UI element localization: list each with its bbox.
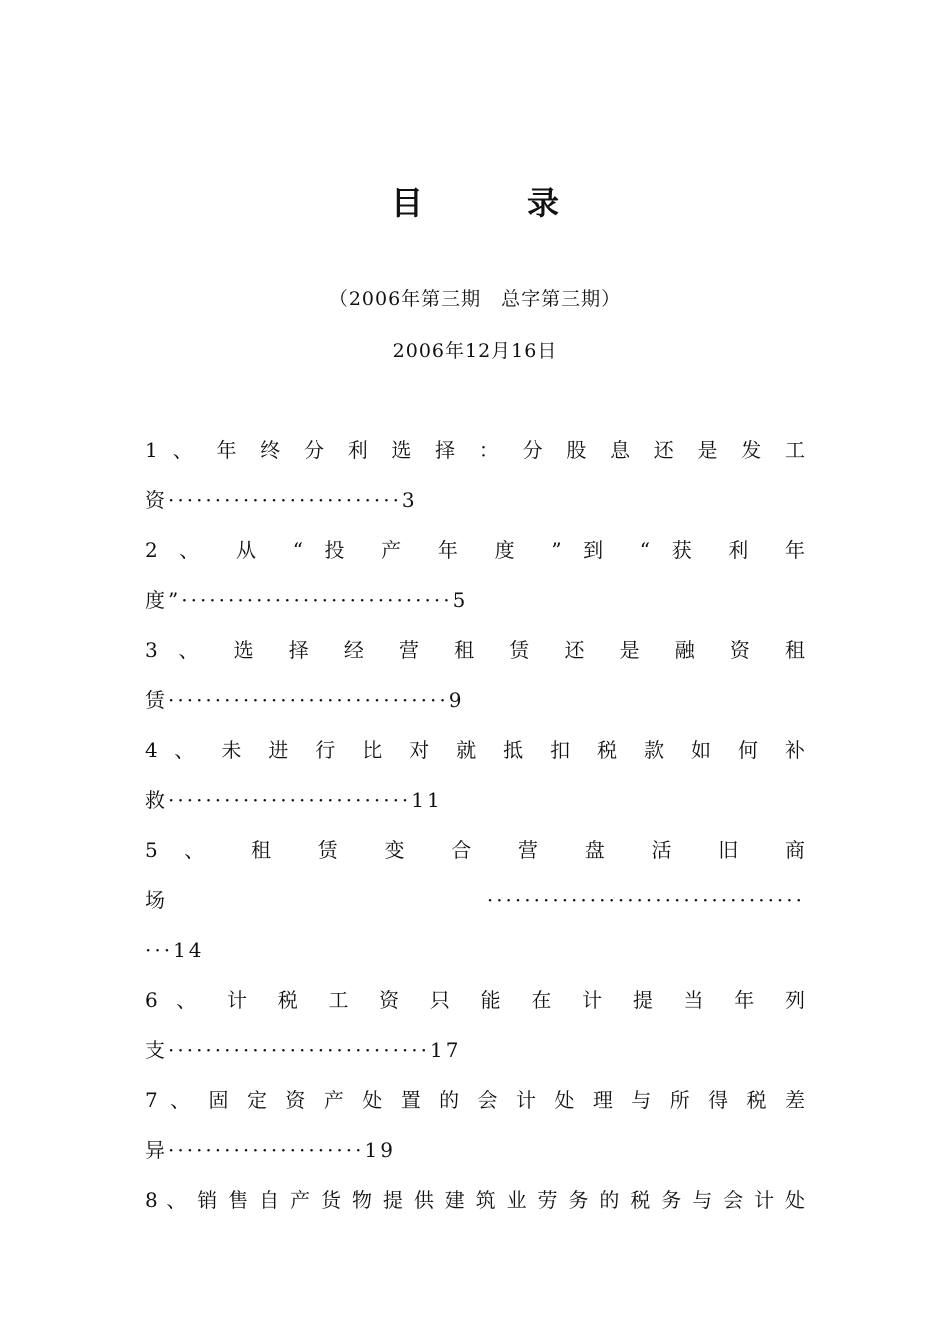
- toc-entry-7-line-1[interactable]: 7 、 固 定 资 产 处 置 的 会 计 处 理 与 所 得 税 差: [145, 1088, 805, 1112]
- toc-title: 目 录: [390, 184, 595, 222]
- toc-entry-1-line-1[interactable]: 1 、 年 终 分 利 选 择 ： 分 股 息 还 是 发 工: [145, 438, 805, 462]
- toc-entry-4-line-1[interactable]: 4 、 未 进 行 比 对 就 抵 扣 税 款 如 何 补: [145, 738, 805, 762]
- toc-entry-5-line-2[interactable]: 场 ··································: [145, 888, 805, 912]
- toc-entry-2-line-2[interactable]: 度”·····························5: [145, 588, 469, 612]
- table-of-contents: [145, 430, 805, 1230]
- toc-entry-6-line-2[interactable]: 支····························17: [145, 1038, 462, 1062]
- toc-entry-7-line-2[interactable]: 异·····················19: [145, 1138, 396, 1162]
- toc-entry-1-line-2[interactable]: 资·························3: [145, 488, 418, 512]
- issue-line: （2006年第三期 总字第三期）: [328, 288, 622, 310]
- toc-entry-8-line-1[interactable]: 8 、 销 售 自 产 货 物 提 供 建 筑 业 劳 务 的 税 务 与 会 计 处: [145, 1188, 805, 1212]
- toc-entry-2-line-1[interactable]: 2 、 从 “ 投 产 年 度 ” 到 “ 获 利 年: [145, 538, 805, 562]
- toc-entry-3-line-2[interactable]: 赁······························9: [145, 688, 465, 712]
- toc-entry-6-line-1[interactable]: 6 、 计 税 工 资 只 能 在 计 提 当 年 列: [145, 988, 805, 1012]
- toc-entry-3-line-1[interactable]: 3 、 选 择 经 营 租 赁 还 是 融 资 租: [145, 638, 805, 662]
- toc-entry-5-line-1[interactable]: 5 、 租 赁 变 合 营 盘 活 旧 商: [145, 838, 805, 862]
- toc-entry-5-line-3[interactable]: ···14: [145, 938, 205, 962]
- toc-entry-4-line-2[interactable]: 救··························11: [145, 788, 443, 812]
- date-line: 2006年12月16日: [392, 340, 558, 362]
